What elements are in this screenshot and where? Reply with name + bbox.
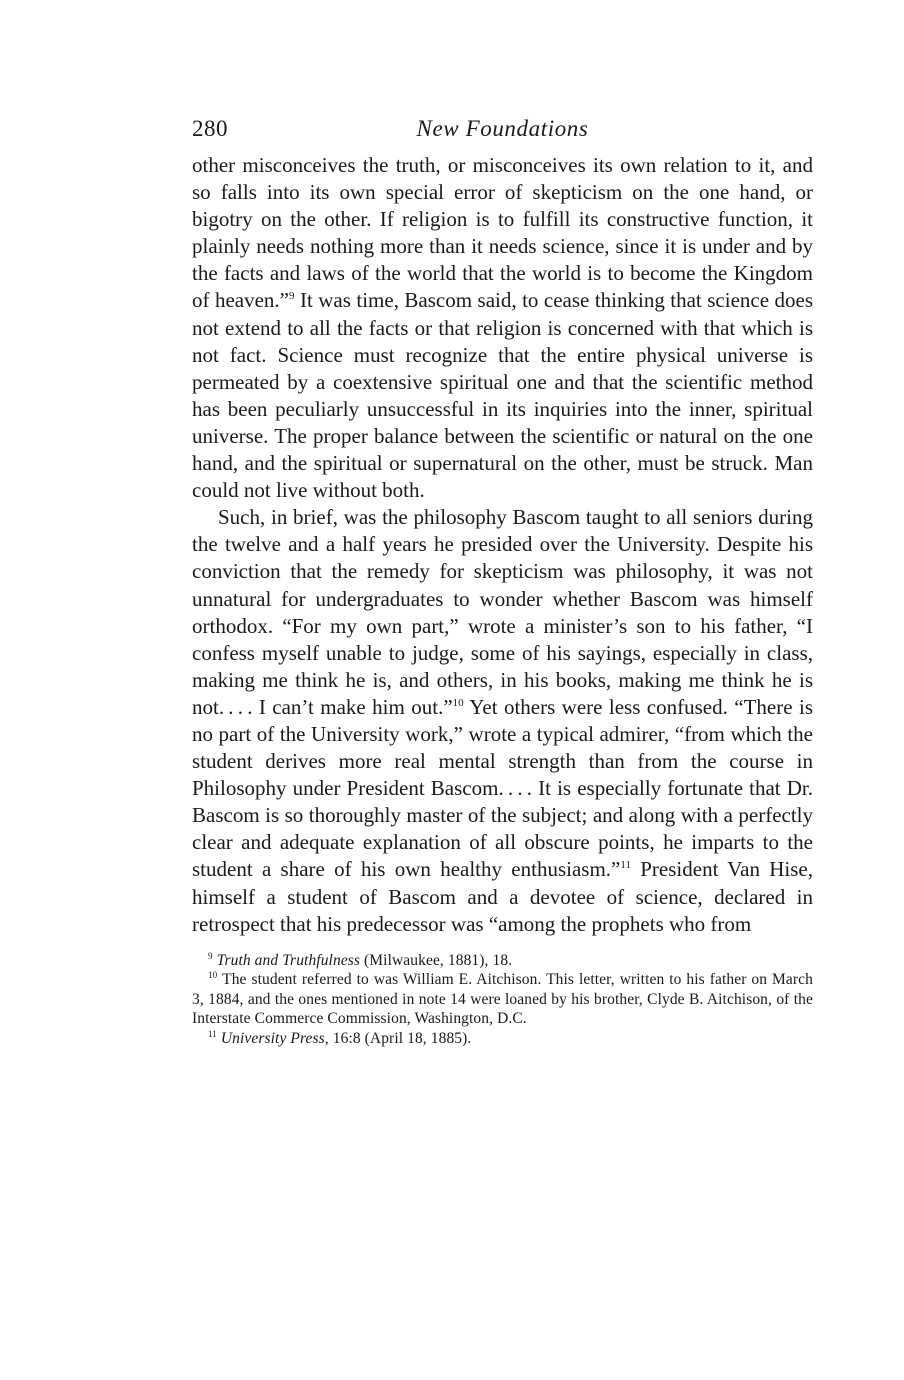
running-title: New Foundations [416,116,589,141]
paragraph-text: It was time, Bascom said, to cease thinking that science does not extend to all the facts or that religion is concerned with that which is not fact. Science must recognize that the entire physical universe is permeated by a coextensive spiritual one and that the scientific method has been peculiarly unsuccessful in its inquiries into the inner, spiritual universe. The proper balance between the scientific or natural on the one hand, and the spiritual or supernatural on the other, must be struck. Man could not live without both. [192,288,813,503]
footnote-number: 9 [208,950,213,961]
footnotes [192,951,813,1049]
footnote-number: 10 [208,970,218,981]
footnote [192,951,813,971]
footnote-reference: 10 [452,696,464,709]
paragraph-text: Such, in brief, was the philosophy Bascom taught to all seniors during the twelve and a half years he presided over the University. Despite his conviction that the remedy for skepticism was philosophy, it was not unnatural for undergraduates to wonder whether Bascom was himself orthodox. “For my own part,” wrote a minister’s son to his father, “I confess myself unable to judge, some of his sayings, especially in class, making me think he is, and others, in his books, making me think he is not. . . . I can’t make him out.” [192,505,813,719]
footnote-text: The student referred to was William E. Aitchison. This letter, written to his father on March 3, 1884, and the ones mentioned in note 14 were loaned by his brother, Clyde B. Aitchison, of the Interstate Commerce Commission, Washington, D.C. [192,971,813,1028]
page-number: 280 [192,116,228,141]
footnote-title: Truth and Truthfulness [216,951,361,969]
footnote-reference: 9 [289,290,295,303]
paragraph-text: Yet others were less confused. “There is no part of the University work,” wrote a typical admirer, “from which the student derives more real mental strength than from the course in Philosophy under President Bascom. . . . It is especially fortunate that Dr. Bascom is so thoroughly master of the subject; and along with a perfectly clear and adequate explanation of all obscure points, he imparts to the student a share of his own healthy enthusiasm.” [192,694,813,882]
footnote-title: University Press, [220,1029,329,1047]
running-head [192,112,813,152]
footnote-text: (Milwaukee, 1881), 18. [360,951,513,969]
footnote [192,970,813,1029]
footnote-number: 11 [208,1028,217,1039]
paragraph [192,504,813,938]
paragraph-text: President Van Hise, himself a student of Bascom and a devotee of science, declared in retrospect that his predecessor was “among the prophets who from [192,857,813,936]
body-text [192,152,813,938]
book-page [192,112,813,1048]
footnote [192,1029,813,1049]
footnote-text: 16:8 (April 18, 1885). [328,1029,472,1047]
footnote-reference: 11 [620,859,631,872]
paragraph-text: other misconceives the truth, or misconceives its own relation to it, and so falls into its own special error of skepticism on the one hand, or bigotry on the other. If religion is to fulfill its constructive function, it plainly needs nothing more than it needs science, since it is under and by the facts and laws of the world that the world is to become the Kingdom of heaven.” [192,153,813,313]
paragraph [192,152,813,504]
